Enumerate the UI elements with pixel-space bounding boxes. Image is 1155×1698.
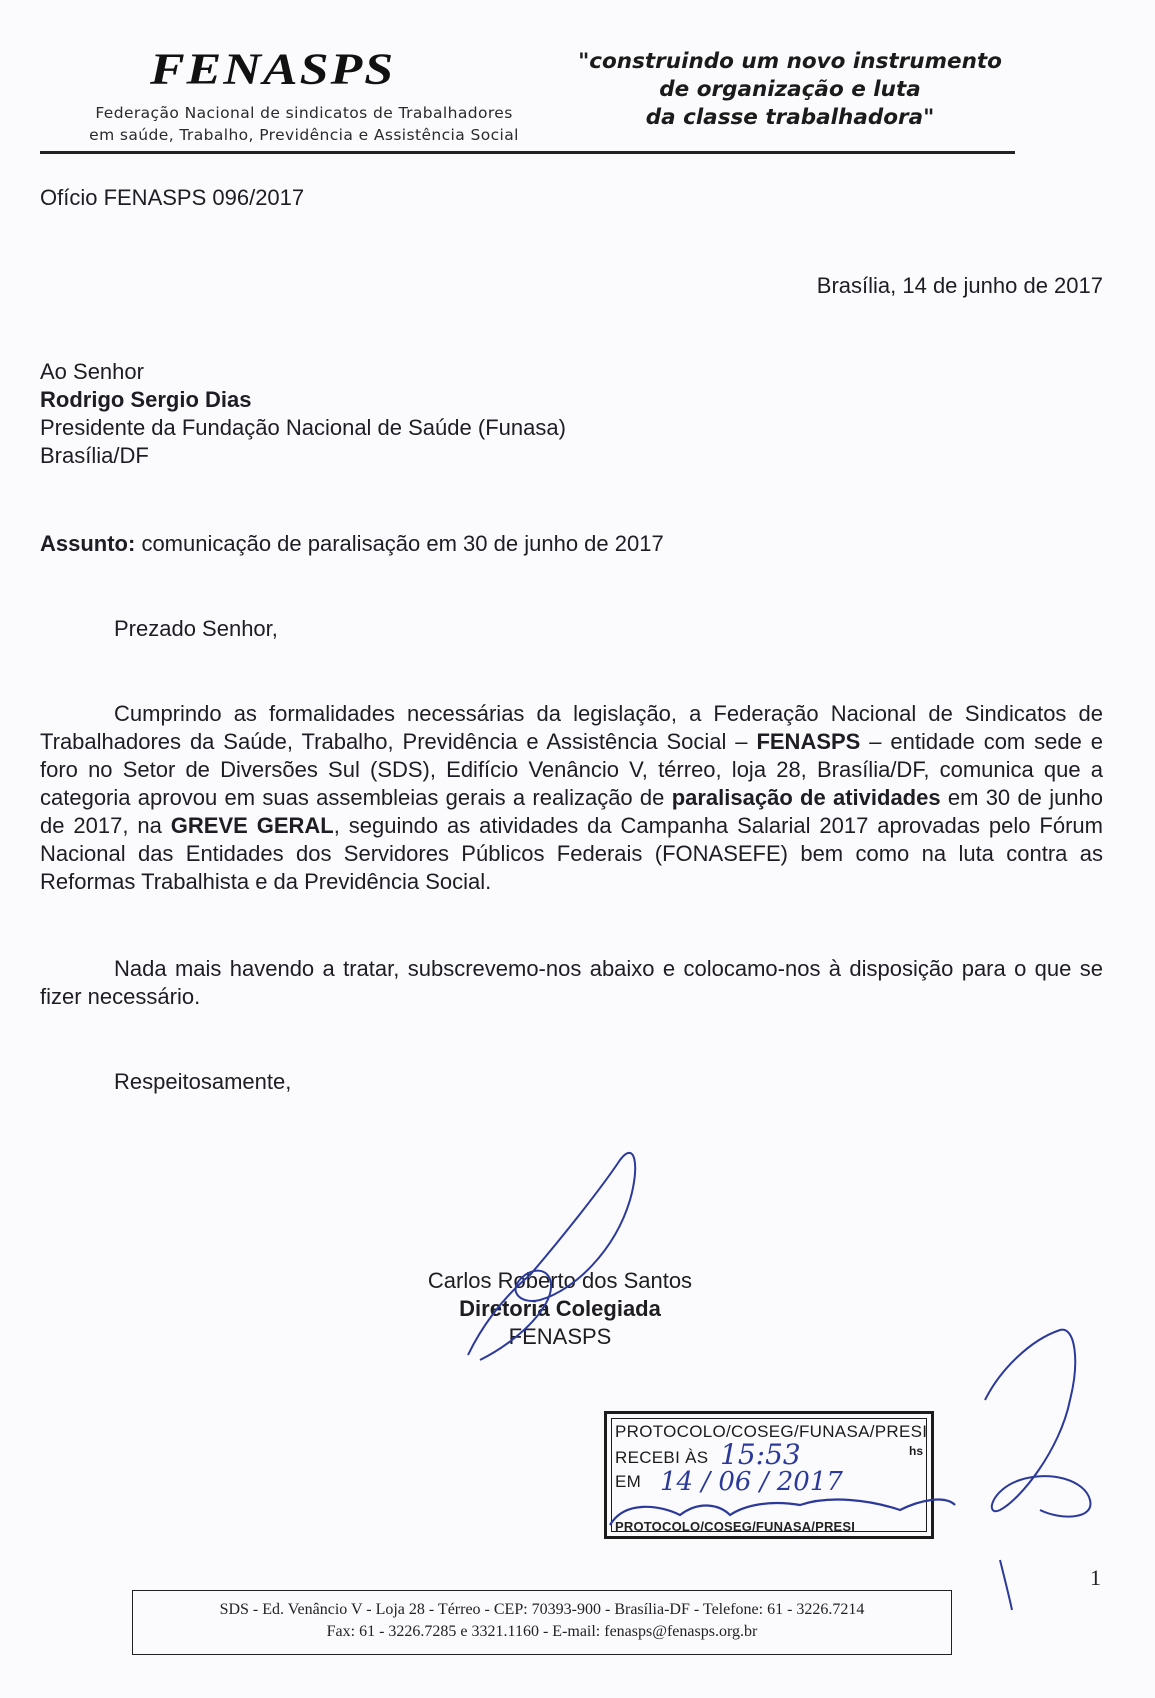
signer-role: Diretoria Colegiada xyxy=(459,1296,661,1321)
closing: Respeitosamente, xyxy=(114,1069,292,1094)
p1-fenasps-bold: FENASPS xyxy=(756,729,861,754)
body-paragraph-2: Nada mais havendo a tratar, subscrevemo-nos abaixo e colocamo-nos à disposição para o que se fizer necessário. xyxy=(40,956,1103,1009)
slogan-line2: de organização e luta xyxy=(659,77,921,102)
fenasps-logo: FENASPS xyxy=(150,45,396,94)
signature-block xyxy=(380,1267,740,1351)
stamp-hs: hs xyxy=(908,1444,923,1458)
p1-text-c: – entidade com sede e foro no Setor de Diversões Sul (SDS), Edifício Venâncio V, térreo, loja 28, Brasília/DF, comunica que a categoria aprovou em suas assembleias gerais a realização de xyxy=(40,729,1103,810)
org-name-line2: em saúde, Trabalho, Previdência e Assistência Social xyxy=(89,126,519,144)
p1-text-g: , seguindo as atividades da Campanha Salarial 2017 aprovadas pelo Fórum Nacional das Entidades dos Servidores Públicos Federais (FONASEFE) bem como na luta contra as Reformas Trabalhista e da Previdência Social. xyxy=(40,813,1103,894)
footer-address: SDS - Ed. Venâncio V - Loja 28 - Térreo - CEP: 70393-900 - Brasília-DF - Telefone: 61 - 3226.7214 xyxy=(219,1601,865,1618)
header-divider xyxy=(40,151,1015,154)
p1-text-a: Cumprindo as formalidades necessárias da legislação, a Federação Nacional de Sindicatos de Trabalhadores da Saúde, Trabalho, Previdência e Assistência Social – xyxy=(40,701,1103,754)
org-name-line1: Federação Nacional de sindicatos de Trabalhadores xyxy=(95,104,513,122)
stamp-header: PROTOCOLO/COSEG/FUNASA/PRESI xyxy=(615,1422,928,1441)
letterhead-footer xyxy=(132,1590,952,1655)
organization-name xyxy=(54,102,554,146)
recipient-block xyxy=(40,358,566,470)
p1-text-e: em 30 de junho de 2017, na xyxy=(40,785,1104,838)
p1-greve-geral-bold: GREVE GERAL xyxy=(170,813,334,838)
letter-reference: Ofício FENASPS 096/2017 xyxy=(40,185,305,210)
page-number: 1 xyxy=(1090,1565,1101,1590)
subject-label: Assunto: xyxy=(40,531,136,556)
recipient-name: Rodrigo Sergio Dias xyxy=(40,387,252,412)
stamp-footer: PROTOCOLO/COSEG/FUNASA/PRESI xyxy=(615,1519,856,1534)
reviewer-initial xyxy=(985,1330,1090,1610)
recipient-city: Brasília/DF xyxy=(40,443,149,468)
stamp-handwritten-date: 14 / 06 / 2017 xyxy=(660,1467,843,1497)
body-paragraph-1 xyxy=(40,700,1103,896)
signer-name: Carlos Roberto dos Santos xyxy=(427,1268,693,1293)
protocol-stamp xyxy=(604,1411,934,1539)
subject-text: comunicação de paralisação em 30 de junho de 2017 xyxy=(135,531,664,556)
stamp-date-label: EM xyxy=(615,1472,642,1491)
signer-org: FENASPS xyxy=(508,1324,612,1349)
stamp-handwritten-time: 15:53 xyxy=(720,1438,801,1471)
slogan xyxy=(570,48,1010,132)
stamp-on-date xyxy=(615,1472,641,1492)
recipient-title: Presidente da Fundação Nacional de Saúde (Funasa) xyxy=(40,415,566,440)
greeting: Prezado Senhor, xyxy=(114,616,278,641)
stamp-received-label: RECEBI ÀS xyxy=(615,1448,709,1467)
slogan-line3: da classe trabalhadora" xyxy=(645,105,935,130)
footer-contact: Fax: 61 - 3226.7285 e 3321.1160 - E-mail: fenasps@fenasps.org.br xyxy=(326,1623,758,1640)
subject-line xyxy=(40,530,664,558)
stamp-received-at xyxy=(615,1448,708,1468)
letter-date: Brasília, 14 de junho de 2017 xyxy=(816,273,1103,298)
p1-paralisacao-bold: paralisação de atividades xyxy=(671,785,941,810)
recipient-salutation: Ao Senhor xyxy=(40,359,144,384)
slogan-line1: "construindo um novo instrumento xyxy=(578,49,1002,74)
